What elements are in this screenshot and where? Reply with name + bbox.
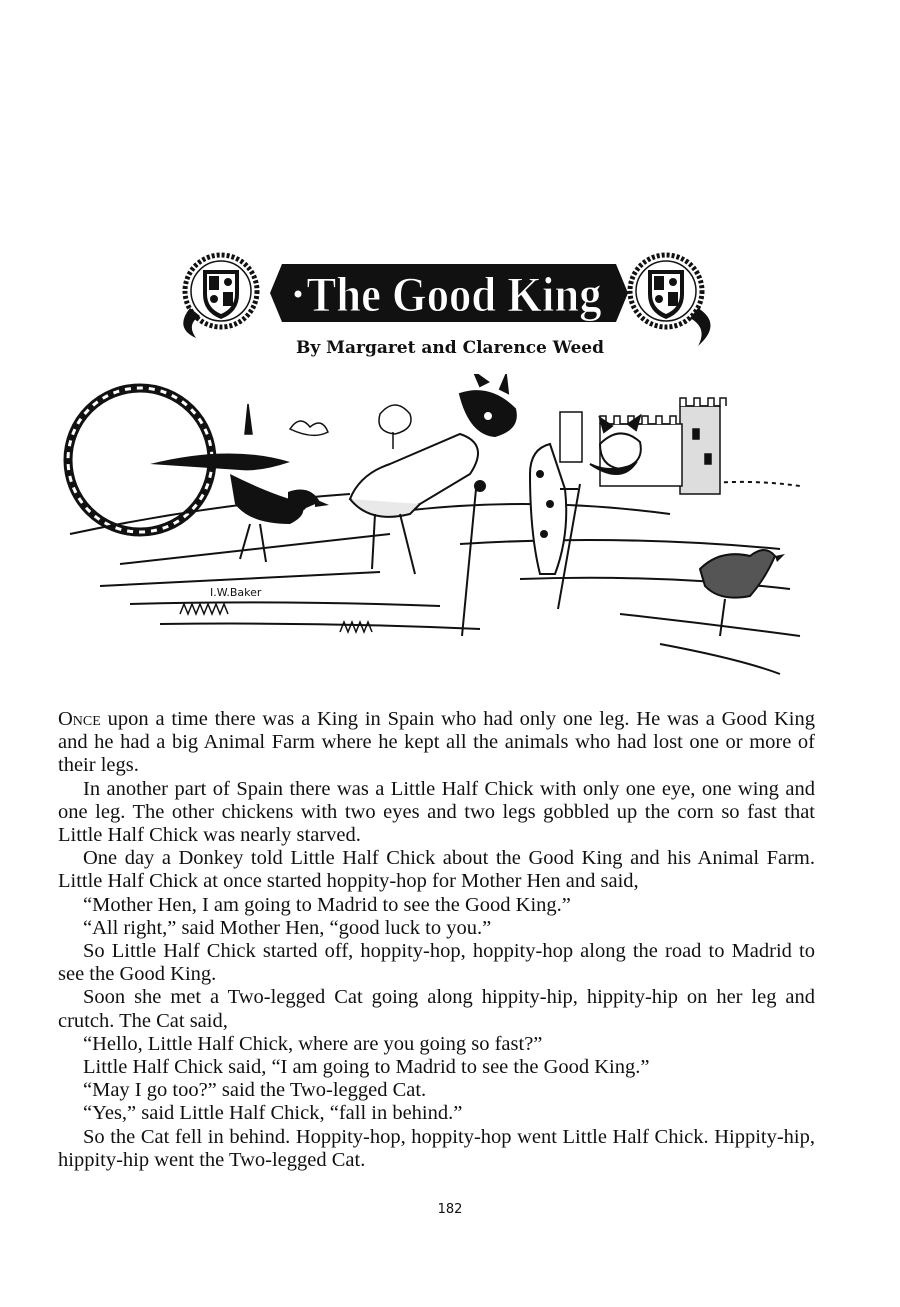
- story-paragraph: Soon she met a Two-legged Cat going along hippity-hip, hippity-hip on her leg and crutch. The Cat said,: [58, 986, 815, 1032]
- page-number: 182: [437, 1202, 463, 1217]
- story-paragraph: “Yes,” said Little Half Chick, “fall in behind.”: [83, 1102, 463, 1125]
- crow-icon: [150, 453, 329, 562]
- coat-of-arms-left-icon: [183, 255, 257, 338]
- hen-icon: [700, 550, 785, 636]
- story-paragraph: So the Cat fell in behind. Hoppity-hop, hoppity-hop went Little Half Chick. Hippity-hip, hippity-hip went the Two-legged Cat.: [58, 1125, 815, 1171]
- story-paragraph: “Hello, Little Half Chick, where are you going so fast?”: [83, 1032, 543, 1055]
- artist-signature: I.W.Baker: [210, 586, 262, 599]
- story-lead-word: Once: [58, 708, 101, 730]
- story-paragraph: Once upon a time there was a King in Spain who had only one leg. He was a Good King and he had a big Animal Farm where he kept all the animals who had lost one or more of their legs.: [58, 708, 815, 777]
- story-paragraph: “All right,” said Mother Hen, “good luck to you.”: [83, 916, 492, 939]
- story-paragraph: “May I go too?” said the Two-legged Cat.: [83, 1079, 427, 1102]
- byline: By Margaret and Clarence Weed: [295, 338, 605, 358]
- story-paragraph: So Little Half Chick started off, hoppity-hop, hoppity-hop along the road to Madrid to see the Good King.: [58, 940, 815, 986]
- story-paragraph: “Mother Hen, I am going to Madrid to see the Good King.”: [83, 893, 571, 916]
- story-paragraph: In another part of Spain there was a Little Half Chick with only one eye, one wing and one leg. The other chickens with two eyes and two legs gobbled up the corn so fast that Little Half Chick was nearly starved.: [58, 777, 815, 847]
- cat-icon: [530, 416, 641, 609]
- title: The Good King: [306, 266, 602, 322]
- story-paragraph: Little Half Chick said, “I am going to Madrid to see the Good King.”: [83, 1056, 650, 1079]
- story-text: [58, 708, 815, 1172]
- story-illustration: [60, 374, 805, 679]
- story-paragraph: One day a Donkey told Little Half Chick about the Good King and his Animal Farm. Little Half Chick at once started hoppity-hop for Mother Hen and said,: [58, 847, 815, 893]
- castle-icon: [560, 398, 726, 494]
- coat-of-arms-right-icon: [630, 255, 711, 346]
